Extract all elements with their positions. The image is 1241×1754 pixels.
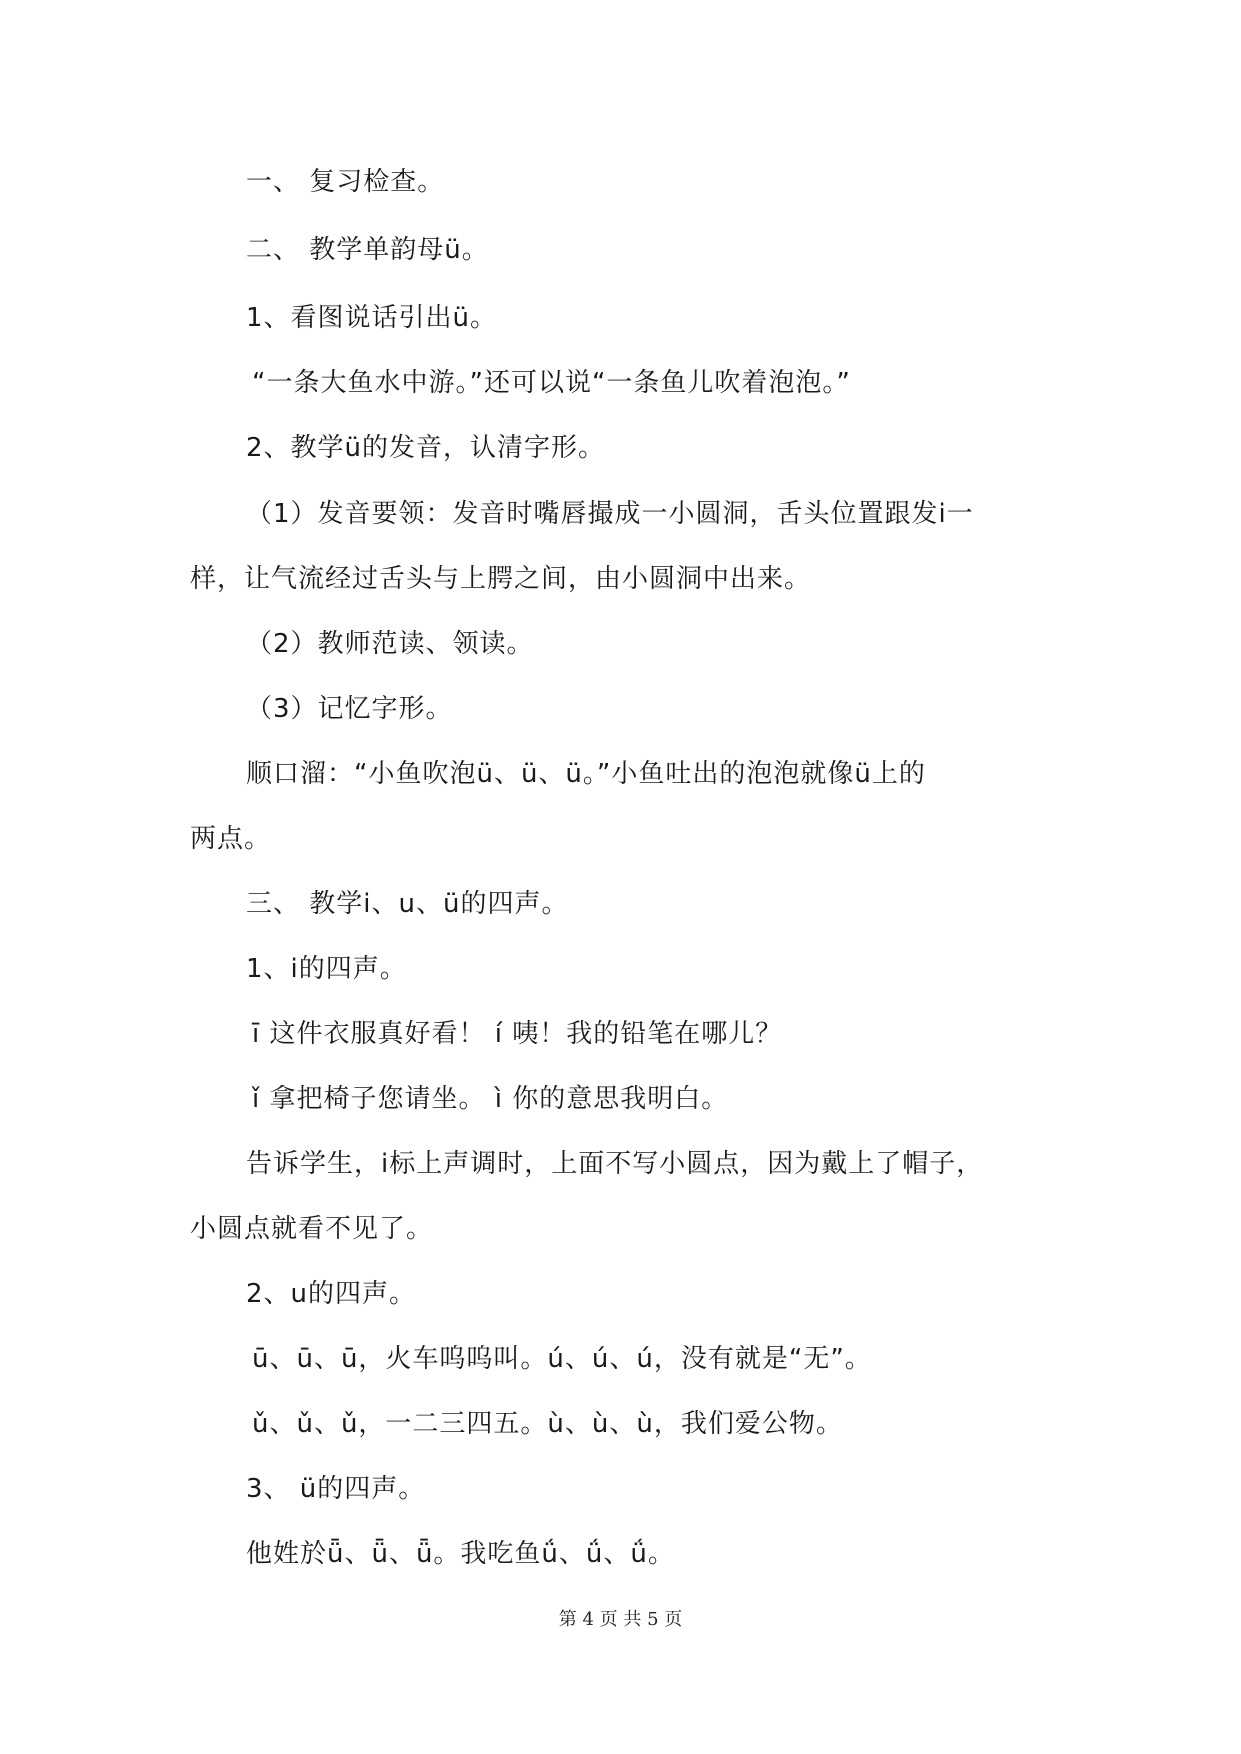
paragraph-line: 样，让气流经过舌头与上腭之间，由小圆洞中出来。	[190, 564, 812, 594]
paragraph-line: 他姓於ǖ、ǖ、ǖ。我吃鱼ǘ、ǘ、ǘ。	[246, 1539, 675, 1569]
paragraph-line: ū、ū、ū，火车呜呜叫。ú、ú、ú，没有就是“无”。	[252, 1344, 872, 1374]
step-2-u-tones: 2、u的四声。	[246, 1279, 417, 1309]
paragraph-line: 顺口溜：“小鱼吹泡ü、ü、ü。”小鱼吐出的泡泡就像ü上的	[246, 759, 926, 789]
step-3-u-umlaut-tones: 3、 ü的四声。	[246, 1474, 426, 1504]
paragraph-line: （2）教师范读、领读。	[246, 629, 534, 659]
step-2: 2、教学ü的发音，认清字形。	[246, 433, 606, 463]
paragraph-line: 小圆点就看不见了。	[190, 1214, 434, 1244]
paragraph-line: “一条大鱼水中游。”还可以说“一条鱼儿吹着泡泡。”	[252, 368, 851, 398]
section-heading-review: 一、 复习检查。	[246, 167, 445, 197]
section-heading-four-tones: 三、 教学i、u、ü的四声。	[246, 889, 569, 919]
paragraph-line: （3）记忆字形。	[246, 694, 453, 724]
paragraph-line: ī 这件衣服真好看！ í 咦！我的铅笔在哪儿？	[252, 1019, 783, 1049]
step-1: 1、看图说话引出ü。	[246, 303, 498, 333]
paragraph-line: （1）发音要领：发音时嘴唇撮成一小圆洞，舌头位置跟发i一	[246, 499, 974, 529]
paragraph-line: ǔ、ǔ、ǔ，一二三四五。ù、ù、ù，我们爱公物。	[252, 1409, 843, 1439]
paragraph-line: ǐ 拿把椅子您请坐。 ì 你的意思我明白。	[252, 1084, 729, 1114]
paragraph-line: 两点。	[190, 824, 272, 854]
step-1-i-tones: 1、i的四声。	[246, 954, 407, 984]
page-footer: 第 4 页 共 5 页	[558, 1609, 683, 1630]
paragraph-line: 告诉学生，i标上声调时，上面不写小圆点，因为戴上了帽子，	[246, 1149, 984, 1179]
section-heading-teach-u-umlaut: 二、 教学单韵母ü。	[246, 235, 489, 265]
